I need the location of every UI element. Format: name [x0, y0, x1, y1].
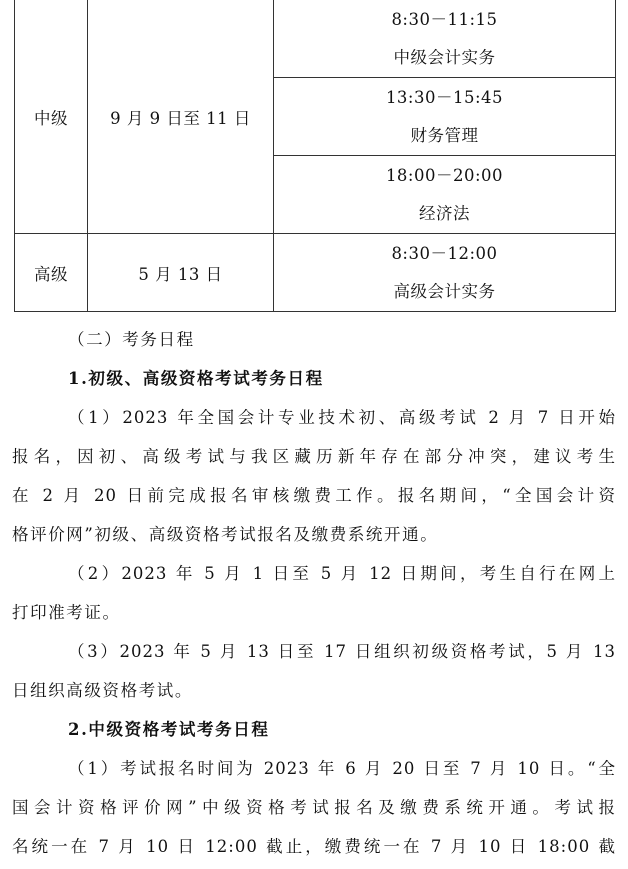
paragraph-line: 在 2 月 20 日前完成报名审核缴费工作。报名期间，“全国会计资: [12, 486, 616, 505]
session-cell: [274, 0, 616, 78]
paragraph-line: （1）2023 年全国会计专业技术初、高级考试 2 月 7 日开始: [68, 408, 616, 427]
paragraph-line: 格评价网”初级、高级资格考试报名及缴费系统开通。: [12, 525, 439, 544]
schedule-body-text: [12, 320, 616, 866]
paragraph-line: 名统一在 7 月 10 日 12:00 截止，缴费统一在 7 月 10 日 18:00 截: [12, 837, 616, 856]
level-cell: 中级: [15, 0, 88, 234]
level-cell: 高级: [15, 234, 88, 312]
session-subject: 中级会计实务: [393, 47, 496, 67]
session-time: 8:30－11:15: [391, 9, 498, 29]
paragraph-line: 报名，因初、高级考试与我区藏历新年存在部分冲突，建议考生: [12, 447, 616, 466]
session-subject: 经济法: [419, 203, 470, 223]
exam-schedule-table: [14, 0, 616, 312]
paragraph-line: 打印准考证。: [12, 603, 121, 622]
paragraph-line: 国会计资格评价网”中级资格考试报名及缴费系统开通。考试报: [12, 798, 616, 817]
session-time: 18:00－20:00: [385, 165, 504, 185]
table-row: [15, 234, 616, 312]
session-cell: [274, 234, 616, 312]
table-row: [15, 0, 616, 78]
session-time: 13:30－15:45: [385, 87, 504, 107]
paragraph-line: （2）2023 年 5 月 1 日至 5 月 12 日期间，考生自行在网上: [68, 564, 616, 583]
section-title: （二）考务日程: [68, 330, 195, 349]
heading-intermediate: 2.中级资格考试考务日程: [68, 720, 270, 739]
heading-primary-senior: 1.初级、高级资格考试考务日程: [68, 369, 324, 388]
paragraph-line: （3）2023 年 5 月 13 日至 17 日组织初级资格考试，5 月 13: [68, 642, 616, 661]
session-subject: 财务管理: [410, 125, 479, 145]
session-cell: [274, 156, 616, 234]
date-cell: 9 月 9 日至 11 日: [88, 0, 274, 234]
date-cell: 5 月 13 日: [88, 234, 274, 312]
paragraph-line: （1）考试报名时间为 2023 年 6 月 20 日至 7 月 10 日。“全: [68, 759, 616, 778]
session-cell: [274, 78, 616, 156]
session-time: 8:30－12:00: [391, 243, 498, 263]
session-subject: 高级会计实务: [393, 281, 496, 301]
paragraph-line: 日组织高级资格考试。: [12, 681, 193, 700]
